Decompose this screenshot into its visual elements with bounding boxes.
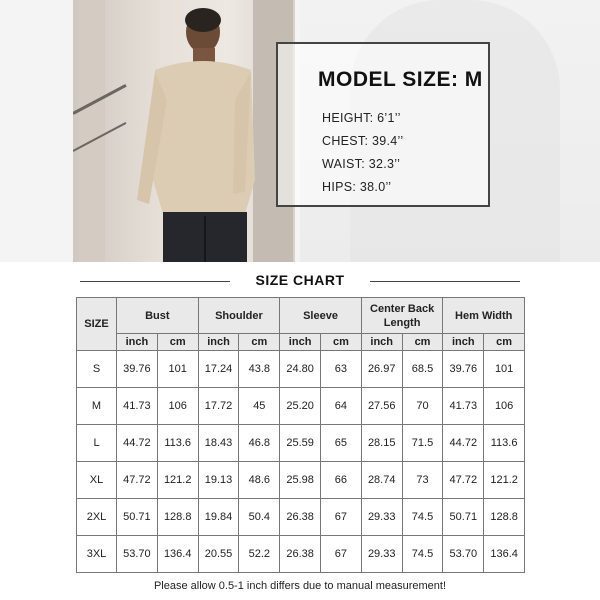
table-cell: 106 [484,388,525,425]
table-row [77,425,525,462]
table-row [77,351,525,388]
table-cell: 44.72 [117,425,158,462]
table-cell: 73 [402,462,443,499]
table-row [77,462,525,499]
table-cell: 26.38 [280,499,321,536]
unit-cm-header: cm [484,334,525,351]
table-cell: 19.13 [198,462,239,499]
table-cell: 39.76 [443,351,484,388]
sleeve-header: Sleeve [280,298,362,334]
table-cell: 74.5 [402,536,443,573]
unit-cm-header: cm [321,334,362,351]
table-cell: 106 [157,388,198,425]
table-cell: 136.4 [157,536,198,573]
table-cell: 68.5 [402,351,443,388]
bust-header: Bust [117,298,199,334]
table-cell: 128.8 [157,499,198,536]
size-chart-table [76,297,525,573]
table-cell: 67 [321,499,362,536]
size-cell: XL [77,462,117,499]
table-row [77,499,525,536]
size-cell: 3XL [77,536,117,573]
table-cell: 18.43 [198,425,239,462]
table-cell: 28.74 [361,462,402,499]
table-cell: 113.6 [484,425,525,462]
table-cell: 53.70 [117,536,158,573]
table-cell: 17.72 [198,388,239,425]
table-cell: 43.8 [239,351,280,388]
table-cell: 25.59 [280,425,321,462]
table-cell: 101 [484,351,525,388]
unit-cm-header: cm [239,334,280,351]
table-cell: 29.33 [361,536,402,573]
table-cell: 27.56 [361,388,402,425]
table-cell: 26.38 [280,536,321,573]
table-cell: 19.84 [198,499,239,536]
model-hips: HIPS: 38.0’’ [322,180,392,194]
table-cell: 24.80 [280,351,321,388]
table-cell: 47.72 [443,462,484,499]
table-cell: 70 [402,388,443,425]
size-cell: M [77,388,117,425]
model-photo-banner [0,0,600,262]
table-cell: 128.8 [484,499,525,536]
unit-inch-header: inch [280,334,321,351]
unit-cm-header: cm [157,334,198,351]
table-cell: 44.72 [443,425,484,462]
model-height: HEIGHT: 6’1’’ [322,111,401,125]
size-column-header: SIZE [77,298,117,351]
table-cell: 26.97 [361,351,402,388]
table-cell: 50.71 [443,499,484,536]
table-cell: 25.98 [280,462,321,499]
model-size-title: MODEL SIZE: M [318,68,483,91]
table-cell: 66 [321,462,362,499]
table-cell: 101 [157,351,198,388]
table-cell: 63 [321,351,362,388]
hem-width-header: Hem Width [443,298,525,334]
table-cell: 45 [239,388,280,425]
table-cell: 39.76 [117,351,158,388]
unit-inch-header: inch [117,334,158,351]
model-waist: WAIST: 32.3’’ [322,157,401,171]
table-cell: 121.2 [157,462,198,499]
table-cell: 121.2 [484,462,525,499]
table-row [77,388,525,425]
table-cell: 71.5 [402,425,443,462]
unit-inch-header: inch [443,334,484,351]
unit-cm-header: cm [402,334,443,351]
table-cell: 41.73 [117,388,158,425]
table-cell: 47.72 [117,462,158,499]
unit-inch-header: inch [361,334,402,351]
table-cell: 113.6 [157,425,198,462]
model-chest: CHEST: 39.4’’ [322,134,404,148]
unit-inch-header: inch [198,334,239,351]
model-size-box [276,42,490,207]
size-chart-title: SIZE CHART [255,272,345,288]
table-cell: 50.4 [239,499,280,536]
table-cell: 64 [321,388,362,425]
table-cell: 65 [321,425,362,462]
measurement-note: Please allow 0.5-1 inch differs due to manual measurement! [153,580,447,592]
table-cell: 48.6 [239,462,280,499]
table-cell: 53.70 [443,536,484,573]
table-cell: 29.33 [361,499,402,536]
center-back-length-header: Center Back Length [361,298,443,334]
table-cell: 17.24 [198,351,239,388]
table-cell: 46.8 [239,425,280,462]
table-cell: 28.15 [361,425,402,462]
table-cell: 74.5 [402,499,443,536]
table-cell: 50.71 [117,499,158,536]
table-cell: 25.20 [280,388,321,425]
table-row [77,536,525,573]
table-cell: 41.73 [443,388,484,425]
size-cell: 2XL [77,499,117,536]
model-photo [73,0,295,262]
table-cell: 67 [321,536,362,573]
size-chart-header [0,272,600,292]
table-cell: 52.2 [239,536,280,573]
divider-right [370,281,520,282]
size-cell: S [77,351,117,388]
table-cell: 136.4 [484,536,525,573]
model-figure [73,0,295,262]
shoulder-header: Shoulder [198,298,280,334]
size-cell: L [77,425,117,462]
table-cell: 20.55 [198,536,239,573]
